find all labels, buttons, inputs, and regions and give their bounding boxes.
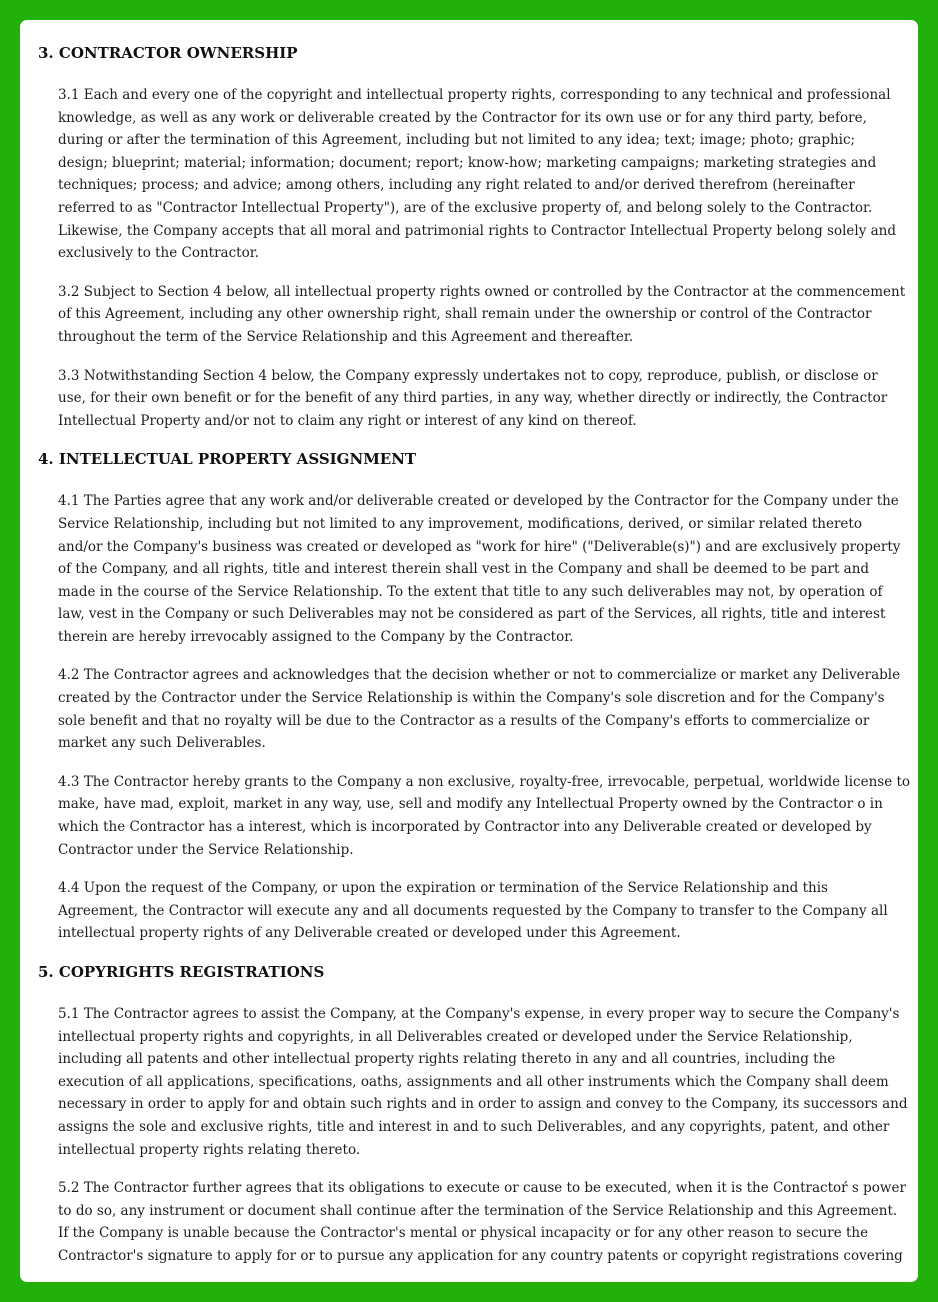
clause-paragraph — [58, 490, 918, 648]
paragraph-line: assigns the sole and exclusive rights, title and interest in and to such Deliverables, and any copyrights, patent, and other — [58, 1118, 890, 1135]
paragraph-line: market any such Deliverables. — [58, 735, 266, 752]
section — [38, 448, 918, 945]
paragraph-line: make, have mad, exploit, market in any way, use, sell and modify any Intellectual Property owned by the Contractor o in — [58, 796, 883, 813]
paragraph-line: made in the course of the Service Relationship. To the extent that title to any such deliverables may not, by operation of — [58, 583, 883, 600]
paragraph-line: which the Contractor has a interest, which is incorporated by Contractor into any Deliverable created or developed by — [58, 819, 872, 836]
paragraph-line: 4.4 Upon the request of the Company, or upon the expiration or termination of the Service Relationship and this — [58, 880, 828, 897]
clause-paragraph — [58, 771, 918, 861]
paragraph-line: 3.1 Each and every one of the copyright and intellectual property rights, corresponding to any technical and professional — [58, 87, 891, 103]
section — [38, 961, 918, 1268]
paragraph-line: execution of all applications, specifications, oaths, assignments and all other instruments which the Company shall deem — [58, 1073, 889, 1090]
paragraph-line: 5.1 The Contractor agrees to assist the Company, at the Company's expense, in every proper way to secure the Company's — [58, 1006, 900, 1022]
paragraph-line: therein are hereby irrevocably assigned to the Company by the Contractor. — [58, 628, 574, 645]
paragraph-line: throughout the term of the Service Relationship and this Agreement and thereafter. — [58, 328, 634, 345]
paragraph-line: intellectual property rights and copyrights, in all Deliverables created or developed under the Service Relationship, — [58, 1028, 853, 1045]
paragraph-line: If the Company is unable because the Contractor's mental or physical incapacity or for any other reason to secure the — [58, 1225, 869, 1242]
paragraph-line: intellectual property rights of any Deliverable created or developed under this Agreement. — [58, 925, 681, 942]
paragraph-line: 5.2 The Contractor further agrees that its obligations to execute or cause to be executed, when it is the Contractoŕ s power — [58, 1180, 906, 1197]
clause-paragraph — [58, 1003, 918, 1161]
paragraph-line: Likewise, the Company accepts that all moral and patrimonial rights to Contractor Intellectual Property belong solely and — [58, 222, 897, 239]
paragraph-line: techniques; process; and advice; among others, including any right related to and/or derived therefrom (hereinafter — [58, 177, 855, 194]
paragraph-line: created by the Contractor under the Service Relationship is within the Company's sole discretion and for the Company's — [58, 690, 885, 707]
paragraph-line: 4.3 The Contractor hereby grants to the Company a non exclusive, royalty-free, irrevocable, perpetual, worldwide license to — [58, 773, 911, 790]
paragraph-line: referred to as "Contractor Intellectual Property"), are of the exclusive property of, and belong solely to the Contractor. — [58, 199, 873, 216]
paragraph-line: 4.2 The Contractor agrees and acknowledges that the decision whether or not to commercialize or market any Deliverable — [58, 667, 901, 684]
clause-paragraph — [58, 365, 918, 433]
clause-paragraph — [58, 84, 918, 265]
paragraph-line: to do so, any instrument or document shall continue after the termination of the Service Relationship and this Agreement. — [58, 1202, 898, 1219]
document-card — [20, 20, 918, 1282]
paragraph-line: of the Company, and all rights, title and interest therein shall vest in the Company and shall be deemed to be part and — [58, 561, 870, 578]
paragraph-line: including all patents and other intellectual property rights relating thereto in any and all countries, including the — [58, 1051, 836, 1068]
clause-paragraph — [58, 877, 918, 945]
paragraph-line: law, vest in the Company or such Deliverables may not be considered as part of the Services, all rights, title and interest — [58, 606, 886, 623]
paragraph-line: exclusively to the Contractor. — [58, 245, 259, 262]
paragraph-line: design; blueprint; material; information; document; report; know-how; marketing campaigns; marketing strategies and — [58, 154, 877, 171]
paragraph-line: and/or the Company's business was created or developed as "work for hire" ("Deliverable(s)") and are exclusively property — [58, 538, 901, 555]
paragraph-line: use, for their own benefit or for the benefit of any third parties, in any way, whether directly or indirectly, the Contractor — [58, 390, 888, 407]
paragraph-line: necessary in order to apply for and obtain such rights and in order to assign and convey to the Company, its successors and — [58, 1096, 908, 1113]
clause-paragraph — [58, 664, 918, 754]
section-heading: 5. COPYRIGHTS REGISTRATIONS — [38, 963, 325, 981]
paragraph-line: 3.3 Notwithstanding Section 4 below, the Company expressly undertakes not to copy, reproduce, publish, or disclose or — [58, 367, 878, 384]
paragraph-line: of this Agreement, including any other ownership right, shall remain under the ownership or control of the Contractor — [58, 306, 872, 323]
paragraph-line: 3.2 Subject to Section 4 below, all intellectual property rights owned or controlled by the Contractor at the commencement — [58, 283, 906, 300]
paragraph-line: Contractor's signature to apply for or to pursue any application for any country patents or copyright registrations covering — [58, 1247, 903, 1264]
paragraph-line: Contractor under the Service Relationship. — [58, 841, 354, 858]
section-heading: 4. INTELLECTUAL PROPERTY ASSIGNMENT — [38, 450, 417, 469]
paragraph-line: Agreement, the Contractor will execute any and all documents requested by the Company to transfer to the Company all — [58, 902, 888, 919]
paragraph-line: during or after the termination of this Agreement, including but not limited to any idea; text; image; photo; graphic; — [58, 132, 856, 149]
paragraph-line: Service Relationship, including but not limited to any improvement, modifications, derived, or similar related thereto — [58, 515, 862, 532]
paragraph-line: intellectual property rights relating thereto. — [58, 1141, 361, 1158]
section — [38, 42, 918, 432]
paragraph-line: sole benefit and that no royalty will be due to the Contractor as a results of the Company's efforts to commercialize or — [58, 712, 870, 729]
paragraph-line: 4.1 The Parties agree that any work and/or deliverable created or developed by the Contractor for the Company under the — [58, 493, 899, 510]
clause-paragraph — [58, 1177, 918, 1267]
paragraph-line: knowledge, as well as any work or deliverable created by the Contractor for its own use or for any third party, before, — [58, 109, 867, 126]
section-heading: 3. CONTRACTOR OWNERSHIP — [38, 44, 298, 62]
paragraph-line: Intellectual Property and/or not to claim any right or interest of any kind on thereof. — [58, 412, 637, 429]
clause-paragraph — [58, 281, 918, 349]
